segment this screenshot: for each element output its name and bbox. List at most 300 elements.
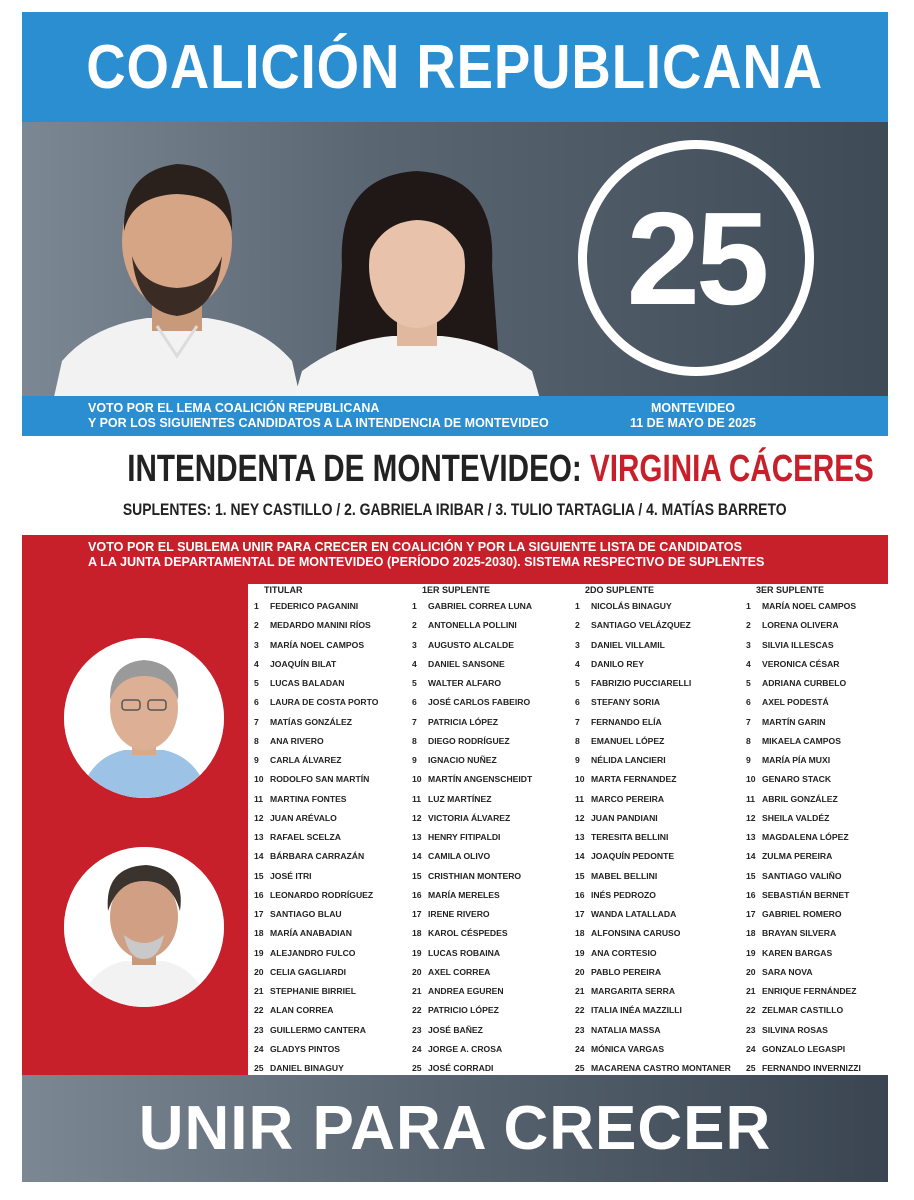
candidate-number: 5 <box>412 678 417 688</box>
candidate-name: PATRICIO LÓPEZ <box>428 1005 499 1016</box>
candidate-number: 14 <box>412 851 422 862</box>
candidate-name: SANTIAGO BLAU <box>270 909 342 919</box>
candidate-name: MATÍAS GONZÁLEZ <box>270 716 352 727</box>
candidate-name: JUAN ARÉVALO <box>270 812 337 823</box>
candidate-name: MARTA FERNANDEZ <box>591 774 677 785</box>
junta-text <box>88 540 764 570</box>
info-strip <box>22 396 888 436</box>
candidate-name: LUZ MARTÍNEZ <box>428 793 492 804</box>
candidate-number: 2 <box>575 620 580 631</box>
candidate-name: MARÍA ANABADIAN <box>270 928 352 939</box>
candidate-number: 19 <box>254 947 264 958</box>
candidate-number: 19 <box>746 947 756 958</box>
sublema-leader-photo-1 <box>64 638 224 798</box>
candidate-row <box>575 674 747 693</box>
candidate-name: MARÍA PÍA MUXI <box>762 755 831 765</box>
candidate-row <box>746 616 886 635</box>
candidate-row <box>575 867 747 886</box>
intendenta-suplentes <box>22 500 888 520</box>
candidate-number: 16 <box>746 889 756 900</box>
candidate-name: VERONICA CÉSAR <box>762 658 840 669</box>
candidate-number: 14 <box>746 851 756 862</box>
candidate-name: LEONARDO RODRÍGUEZ <box>270 889 374 900</box>
candidate-row <box>412 597 572 616</box>
candidate-number: 8 <box>746 735 751 746</box>
candidate-row <box>254 693 414 712</box>
candidate-number: 9 <box>746 755 751 765</box>
candidate-name: STEFANY SORIA <box>591 697 661 708</box>
candidate-row <box>412 963 572 982</box>
candidate-name: ANTONELLA POLLINI <box>428 620 517 631</box>
candidate-number: 6 <box>746 697 751 708</box>
candidate-row <box>254 770 414 789</box>
candidate-row <box>254 713 414 732</box>
candidate-row <box>575 751 747 770</box>
candidate-number: 4 <box>746 658 751 669</box>
candidate-name: CELIA GAGLIARDI <box>270 966 347 977</box>
candidate-row <box>254 963 414 982</box>
candidate-name: DANIEL BINAGUY <box>270 1063 344 1073</box>
candidate-photo-band <box>22 122 888 406</box>
candidate-name: DIEGO RODRÍGUEZ <box>428 735 510 746</box>
candidate-row <box>254 982 414 1001</box>
candidate-number: 4 <box>254 658 259 669</box>
lema-text <box>88 401 549 431</box>
header-bar <box>22 12 888 122</box>
candidate-number: 10 <box>575 774 585 785</box>
candidate-name: GABRIEL CORREA LUNA <box>428 601 533 611</box>
candidate-name: KAREN BARGAS <box>762 947 833 958</box>
candidate-number: 22 <box>254 1005 264 1016</box>
candidate-name: FEDERICO PAGANINI <box>270 601 359 611</box>
candidate-number: 21 <box>746 986 756 996</box>
candidate-name: ENRIQUE FERNÁNDEZ <box>762 986 857 996</box>
intendenta-name: VIRGINIA CÁCERES <box>590 448 874 490</box>
candidate-row <box>412 944 572 963</box>
candidate-row <box>412 713 572 732</box>
candidate-row <box>254 867 414 886</box>
candidate-row <box>575 790 747 809</box>
candidate-number: 15 <box>412 870 422 881</box>
candidate-name: GENARO STACK <box>762 774 832 785</box>
candidate-name: IGNACIO NUÑEZ <box>428 755 497 765</box>
candidate-number: 23 <box>746 1024 756 1035</box>
candidate-name: ALAN CORREA <box>270 1005 334 1016</box>
date-label: 11 DE MAYO DE 2025 <box>630 416 756 430</box>
candidate-name: DANILO REY <box>591 658 644 669</box>
candidate-name: SANTIAGO VELÁZQUEZ <box>591 620 691 631</box>
candidate-number: 14 <box>254 851 264 862</box>
candidate-number: 2 <box>412 620 417 631</box>
candidate-name: FERNANDO ELÍA <box>591 716 662 727</box>
candidate-number: 13 <box>254 832 264 842</box>
candidate-row <box>575 597 747 616</box>
list-number: 25 <box>626 184 766 332</box>
candidate-number: 25 <box>412 1063 422 1073</box>
candidate-name: NATALIA MASSA <box>591 1024 661 1035</box>
candidate-number: 4 <box>412 658 417 669</box>
candidate-name: BÁRBARA CARRAZÁN <box>270 851 365 862</box>
candidate-row <box>412 693 572 712</box>
candidate-name: MARGARITA SERRA <box>591 986 676 996</box>
candidate-row <box>575 1001 747 1020</box>
candidate-number: 20 <box>254 966 264 977</box>
candidate-name: MEDARDO MANINI RÍOS <box>270 620 371 631</box>
candidate-number: 1 <box>746 601 751 611</box>
candidate-row <box>254 655 414 674</box>
candidate-name: WALTER ALFARO <box>428 678 502 688</box>
candidate-number: 10 <box>412 774 422 785</box>
candidate-row <box>254 809 414 828</box>
candidate-row <box>575 770 747 789</box>
candidate-row <box>746 732 886 751</box>
candidate-name: ANA CORTESIO <box>591 947 657 958</box>
candidate-name: JOSÉ CARLOS FABEIRO <box>428 697 531 708</box>
candidate-name: MARTÍN ANGENSCHEIDT <box>428 774 533 785</box>
candidate-name: DANIEL VILLAMIL <box>591 639 665 650</box>
column-header: 3ER SUPLENTE <box>756 585 825 595</box>
candidate-number: 17 <box>575 909 585 919</box>
candidate-name: HENRY FITIPALDI <box>428 832 501 842</box>
candidate-number: 2 <box>746 620 751 631</box>
candidate-name: KAROL CÉSPEDES <box>428 928 508 939</box>
candidate-name: MARTINA FONTES <box>270 793 347 804</box>
candidate-number: 7 <box>412 716 417 727</box>
candidate-row <box>746 905 886 924</box>
junta-line-1: VOTO POR EL SUBLEMA UNIR PARA CRECER EN COALICIÓN Y POR LA SIGUIENTE LISTA DE CANDIDATOS <box>88 540 742 554</box>
candidate-row <box>575 828 747 847</box>
candidate-row <box>254 944 414 963</box>
candidate-row <box>575 963 747 982</box>
candidate-name: LUCAS BALADAN <box>270 678 345 688</box>
candidate-name: ANA RIVERO <box>270 735 324 746</box>
candidate-number: 23 <box>254 1024 264 1035</box>
candidate-row <box>575 713 747 732</box>
candidate-number: 15 <box>746 870 756 881</box>
candidate-row <box>254 1001 414 1020</box>
column-2do-suplente <box>575 584 747 1078</box>
suplente-2-list <box>575 597 747 1078</box>
candidate-row <box>254 616 414 635</box>
candidate-number: 8 <box>412 735 417 746</box>
candidate-name: AXEL PODESTÁ <box>762 697 829 708</box>
candidate-number: 3 <box>575 639 580 650</box>
candidate-name: MÓNICA VARGAS <box>591 1043 665 1054</box>
candidate-name: ABRIL GONZÁLEZ <box>762 793 838 804</box>
candidate-row <box>746 809 886 828</box>
candidate-row <box>412 655 572 674</box>
candidate-row <box>412 1021 572 1040</box>
list-number-badge <box>578 140 814 376</box>
candidate-number: 5 <box>746 678 751 688</box>
candidate-name: STEPHANIE BIRRIEL <box>270 986 356 996</box>
suplente-1-list <box>412 597 572 1078</box>
column-1er-suplente <box>412 584 572 1078</box>
candidate-number: 16 <box>254 889 264 900</box>
suplente-3-list <box>746 597 886 1078</box>
candidate-row <box>746 944 886 963</box>
candidate-number: 7 <box>746 716 751 727</box>
candidate-name: MARCO PEREIRA <box>591 793 665 804</box>
candidate-row <box>746 1040 886 1059</box>
candidate-number: 6 <box>575 697 580 708</box>
candidate-number: 13 <box>412 832 422 842</box>
candidate-row <box>746 963 886 982</box>
candidate-number: 20 <box>746 966 756 977</box>
column-titular <box>254 584 414 1078</box>
candidate-row <box>746 597 886 616</box>
male-candidate-photo <box>52 136 302 406</box>
candidate-row <box>254 751 414 770</box>
intendenta-heading <box>22 448 888 491</box>
candidate-name: SEBASTIÁN BERNET <box>762 889 850 900</box>
candidate-row <box>746 636 886 655</box>
candidate-number: 25 <box>575 1063 585 1073</box>
candidate-number: 14 <box>575 851 585 862</box>
candidate-number: 25 <box>746 1063 756 1073</box>
candidate-number: 11 <box>254 793 264 804</box>
candidate-row <box>746 770 886 789</box>
candidate-name: LUCAS ROBAINA <box>428 947 501 958</box>
column-3er-suplente <box>746 584 886 1078</box>
candidate-row <box>746 924 886 943</box>
candidate-number: 5 <box>575 678 580 688</box>
candidate-name: ALFONSINA CARUSO <box>591 928 681 939</box>
candidate-number: 8 <box>254 735 259 746</box>
candidate-row <box>254 636 414 655</box>
candidate-name: INÉS PEDROZO <box>591 889 656 900</box>
candidate-row <box>575 944 747 963</box>
candidate-name: NICOLÁS BINAGUY <box>591 601 672 611</box>
candidate-row <box>575 886 747 905</box>
candidate-number: 12 <box>254 812 264 823</box>
candidate-row <box>412 828 572 847</box>
suplentes-text: SUPLENTES: 1. NEY CASTILLO / 2. GABRIELA IRIBAR / 3. TULIO TARTAGLIA / 4. MATÍAS BARRETO <box>123 500 787 519</box>
city-label: MONTEVIDEO <box>650 401 736 415</box>
candidate-number: 24 <box>254 1043 264 1054</box>
candidate-name: MARÍA NOEL CAMPOS <box>270 639 365 650</box>
lema-line-2: Y POR LOS SIGUIENTES CANDIDATOS A LA INTENDENCIA DE MONTEVIDEO <box>88 416 549 430</box>
candidate-number: 25 <box>254 1063 264 1073</box>
candidate-number: 6 <box>412 697 417 708</box>
candidate-row <box>412 867 572 886</box>
candidate-name: FABRIZIO PUCCIARELLI <box>591 678 692 688</box>
candidate-number: 11 <box>746 793 756 804</box>
candidate-name: JOSÉ BAÑEZ <box>428 1024 483 1035</box>
candidate-name: ANDREA EGUREN <box>428 986 504 996</box>
candidate-number: 7 <box>254 716 259 727</box>
candidate-row <box>412 1001 572 1020</box>
candidate-number: 11 <box>412 793 422 804</box>
candidate-number: 9 <box>254 755 259 765</box>
slogan: UNIR PARA CRECER <box>138 1094 772 1163</box>
candidate-number: 13 <box>575 832 585 842</box>
candidate-number: 22 <box>746 1005 756 1016</box>
candidate-row <box>412 616 572 635</box>
candidate-number: 18 <box>746 928 756 939</box>
candidate-number: 9 <box>412 755 417 765</box>
candidate-name: ALEJANDRO FULCO <box>270 947 356 958</box>
candidate-row <box>412 905 572 924</box>
candidate-row <box>746 982 886 1001</box>
candidate-row <box>254 924 414 943</box>
candidate-name: LORENA OLIVERA <box>762 620 839 631</box>
candidate-number: 15 <box>254 870 264 881</box>
candidate-name: AUGUSTO ALCALDE <box>428 639 514 650</box>
candidate-row <box>575 693 747 712</box>
candidate-row <box>746 867 886 886</box>
candidate-row <box>254 886 414 905</box>
column-header: 1ER SUPLENTE <box>422 585 491 595</box>
candidate-number: 20 <box>575 966 585 977</box>
sublema-leader-photo-2 <box>64 847 224 1007</box>
candidate-row <box>254 847 414 866</box>
candidate-number: 12 <box>746 812 756 823</box>
candidate-row <box>575 905 747 924</box>
election-date <box>630 401 756 431</box>
candidate-row <box>746 713 886 732</box>
candidate-name: GLADYS PINTOS <box>270 1043 341 1054</box>
candidate-number: 21 <box>575 986 585 996</box>
candidate-name: SHEILA VALDÉZ <box>762 812 830 823</box>
candidate-number: 13 <box>746 832 756 842</box>
candidate-number: 23 <box>412 1024 422 1035</box>
candidate-name: ZULMA PEREIRA <box>762 851 833 862</box>
candidate-number: 12 <box>575 812 585 823</box>
candidate-row <box>575 616 747 635</box>
candidate-name: JOSÉ ITRI <box>270 870 312 881</box>
candidate-name: VICTORIA ÁLVAREZ <box>428 812 511 823</box>
candidate-name: WANDA LATALLADA <box>591 909 677 919</box>
candidate-number: 12 <box>412 812 422 823</box>
candidate-number: 17 <box>254 909 264 919</box>
candidate-name: JORGE A. CROSA <box>428 1043 503 1054</box>
candidate-number: 1 <box>412 601 417 611</box>
candidate-number: 23 <box>575 1024 585 1035</box>
candidate-row <box>412 847 572 866</box>
candidate-row <box>746 1001 886 1020</box>
candidate-number: 1 <box>254 601 259 611</box>
candidate-number: 4 <box>575 658 580 669</box>
ballot-sheet <box>22 12 888 1182</box>
candidate-name: MABEL BELLINI <box>591 870 658 881</box>
candidate-row <box>575 924 747 943</box>
candidate-number: 18 <box>575 928 585 939</box>
candidate-row <box>254 790 414 809</box>
candidate-number: 17 <box>746 909 756 919</box>
candidate-name: CAMILA OLIVO <box>428 851 491 862</box>
candidate-row <box>746 1021 886 1040</box>
candidate-number: 15 <box>575 870 585 881</box>
candidate-row <box>412 886 572 905</box>
candidate-name: SANTIAGO VALIÑO <box>762 870 842 881</box>
candidate-row <box>575 636 747 655</box>
candidate-row <box>746 828 886 847</box>
candidate-row <box>575 1040 747 1059</box>
candidate-row <box>575 732 747 751</box>
candidate-number: 3 <box>412 639 417 650</box>
candidate-number: 24 <box>575 1043 585 1054</box>
candidate-row <box>746 674 886 693</box>
party-title: COALICIÓN REPUBLICANA <box>86 32 824 102</box>
candidate-number: 10 <box>746 774 756 785</box>
candidate-name: MAGDALENA LÓPEZ <box>762 832 849 842</box>
lema-line-1: VOTO POR EL LEMA COALICIÓN REPUBLICANA <box>88 401 380 415</box>
candidate-number: 1 <box>575 601 580 611</box>
intendenta-label: INTENDENTA DE MONTEVIDEO: <box>127 448 591 490</box>
candidate-name: MARÍA MERELES <box>428 889 500 900</box>
candidate-number: 9 <box>575 755 580 765</box>
candidate-number: 17 <box>412 909 422 919</box>
candidate-row <box>412 751 572 770</box>
candidate-number: 20 <box>412 966 422 977</box>
candidate-row <box>412 674 572 693</box>
candidate-row <box>254 732 414 751</box>
junta-line-2: A LA JUNTA DEPARTAMENTAL DE MONTEVIDEO (PERÍODO 2025-2030). SISTEMA RESPECTIVO DE SUPLENTES <box>88 555 765 569</box>
candidate-name: JOSÉ CORRADI <box>428 1063 494 1073</box>
candidate-name: PABLO PEREIRA <box>591 966 662 977</box>
candidate-number: 6 <box>254 697 259 708</box>
candidate-row <box>254 1040 414 1059</box>
candidate-name: SILVINA ROSAS <box>762 1024 828 1035</box>
candidate-name: MACARENA CASTRO MONTANER <box>591 1063 731 1073</box>
candidate-name: MIKAELA CAMPOS <box>762 735 841 746</box>
candidate-number: 16 <box>575 889 585 900</box>
candidate-row <box>412 1040 572 1059</box>
candidate-number: 22 <box>412 1005 422 1016</box>
candidate-number: 2 <box>254 620 259 631</box>
candidate-name: GUILLERMO CANTERA <box>270 1024 366 1035</box>
candidate-row <box>575 655 747 674</box>
candidate-name: SILVIA ILLESCAS <box>762 639 834 650</box>
footer-bar <box>22 1075 888 1182</box>
candidate-number: 7 <box>575 716 580 727</box>
candidate-name: GABRIEL ROMERO <box>762 909 842 919</box>
candidate-number: 11 <box>575 793 585 804</box>
candidate-row <box>412 770 572 789</box>
candidate-name: IRENE RIVERO <box>428 909 490 919</box>
candidate-name: EMANUEL LÓPEZ <box>591 735 665 746</box>
candidate-number: 21 <box>412 986 422 996</box>
candidate-number: 22 <box>575 1005 585 1016</box>
candidate-name: JUAN PANDIANI <box>591 812 658 823</box>
candidate-number: 3 <box>254 639 259 650</box>
candidate-number: 19 <box>412 947 422 958</box>
candidate-row <box>746 693 886 712</box>
candidate-name: AXEL CORREA <box>428 966 491 977</box>
candidate-name: FERNANDO INVERNIZZI <box>762 1063 861 1073</box>
candidate-number: 21 <box>254 986 264 996</box>
candidate-number: 3 <box>746 639 751 650</box>
candidate-row <box>254 674 414 693</box>
candidate-row <box>412 636 572 655</box>
candidate-row <box>746 886 886 905</box>
candidate-row <box>746 751 886 770</box>
candidate-name: ITALIA INÉA MAZZILLI <box>591 1005 682 1016</box>
candidate-row <box>575 1021 747 1040</box>
candidate-name: PATRICIA LÓPEZ <box>428 716 499 727</box>
candidate-row <box>412 809 572 828</box>
candidate-number: 8 <box>575 735 580 746</box>
candidate-row <box>412 790 572 809</box>
candidate-number: 10 <box>254 774 264 785</box>
candidate-name: TERESITA BELLINI <box>591 832 669 842</box>
candidate-row <box>575 847 747 866</box>
candidate-number: 18 <box>254 928 264 939</box>
candidate-number: 5 <box>254 678 259 688</box>
candidate-row <box>254 597 414 616</box>
candidate-number: 16 <box>412 889 422 900</box>
